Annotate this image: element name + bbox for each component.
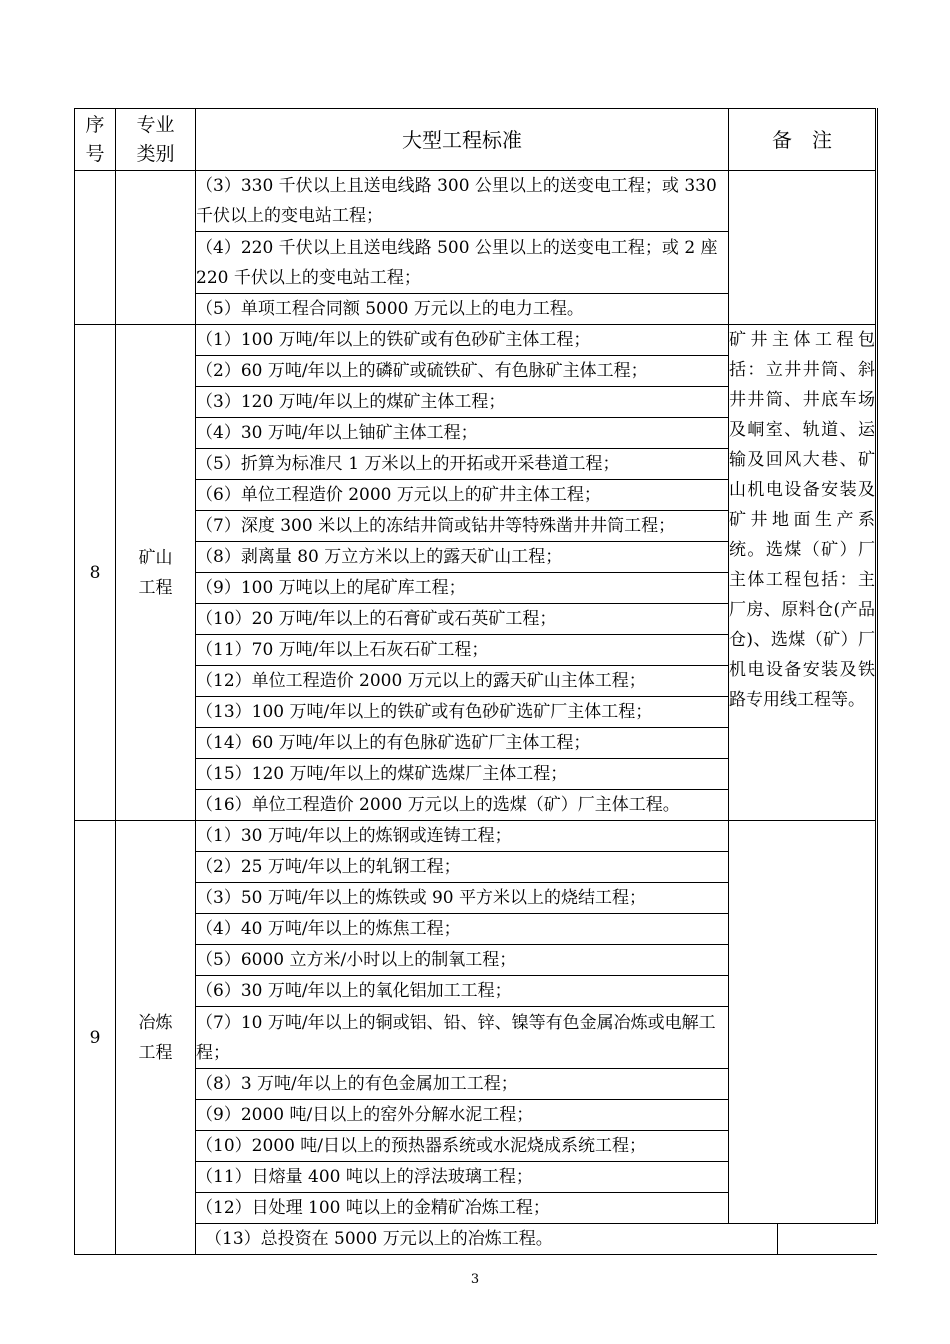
table-row (75, 171, 877, 232)
standard-item: （15）120 万吨/年以上的煤矿选煤厂主体工程； (196, 759, 729, 790)
standard-item: （4）220 千伏以上且送电线路 500 公里以上的送变电工程；或 2 座 220 千伏以上的变电站工程； (196, 232, 729, 294)
standard-item: （1）30 万吨/年以上的炼钢或连铸工程； (196, 821, 729, 852)
standard-item: （5）折算为标准尺 1 万米以上的开拓或开采巷道工程； (196, 449, 729, 480)
standard-item: （3）330 千伏以上且送电线路 300 公里以上的送变电工程；或 330 千伏以上的变电站工程； (196, 171, 729, 232)
standard-item: （3）120 万吨/年以上的煤矿主体工程； (196, 387, 729, 418)
standard-item: （5）6000 立方米/小时以上的制氧工程； (196, 945, 729, 976)
standard-item: （4）30 万吨/年以上铀矿主体工程； (196, 418, 729, 449)
standard-item: （2）60 万吨/年以上的磷矿或硫铁矿、有色脉矿主体工程； (196, 356, 729, 387)
standard-item: （6）30 万吨/年以上的氧化铝加工工程； (196, 976, 729, 1007)
standard-item: （6）单位工程造价 2000 万元以上的矿井主体工程； (196, 480, 729, 511)
remark-smelting (729, 821, 877, 1224)
standard-item: （13）总投资在 5000 万元以上的冶炼工程。 (196, 1224, 778, 1254)
standard-item: （9）100 万吨以上的尾矿库工程； (196, 573, 729, 604)
standard-item: （8）3 万吨/年以上的有色金属加工工程； (196, 1069, 729, 1100)
table-row (75, 325, 877, 356)
standard-item: （1）100 万吨/年以上的铁矿或有色砂矿主体工程； (196, 325, 729, 356)
seq-cell-8: 8 (75, 325, 116, 821)
standard-item: （14）60 万吨/年以上的有色脉矿选矿厂主体工程； (196, 728, 729, 759)
standard-item: （11）日熔量 400 吨以上的浮法玻璃工程； (196, 1162, 729, 1193)
standard-item: （12）单位工程造价 2000 万元以上的露天矿山主体工程； (196, 666, 729, 697)
category-cell-mining: 矿山 工程 (116, 325, 196, 821)
standard-item: （11）70 万吨/年以上石灰石矿工程； (196, 635, 729, 666)
standard-item: （10）20 万吨/年以上的石膏矿或石英矿工程； (196, 604, 729, 635)
table-header-row (75, 109, 877, 171)
last-row-cell (196, 1224, 877, 1255)
table-row (75, 1224, 877, 1255)
standard-item: （7）10 万吨/年以上的铜或铝、铅、锌、镍等有色金属冶炼或电解工程； (196, 1007, 729, 1069)
standard-item: （16）单位工程造价 2000 万元以上的选煤（矿）厂主体工程。 (196, 790, 729, 821)
standard-item: （8）剥离量 80 万立方米以上的露天矿山工程； (196, 542, 729, 573)
seq-cell-9: 9 (75, 821, 116, 1255)
category-cell-smelting: 冶炼 工程 (116, 821, 196, 1255)
standard-item: （3）50 万吨/年以上的炼铁或 90 平方米以上的烧结工程； (196, 883, 729, 914)
seq-cell-cont (75, 171, 116, 325)
standard-item: （7）深度 300 米以上的冻结井筒或钻井等特殊凿井井筒工程； (196, 511, 729, 542)
header-seq: 序 号 (75, 109, 116, 171)
standard-item: （5）单项工程合同额 5000 万元以上的电力工程。 (196, 294, 729, 325)
header-category: 专业 类别 (116, 109, 196, 171)
page-number: 3 (470, 1272, 480, 1287)
remark-cell-cont (729, 171, 877, 325)
standard-item: （4）40 万吨/年以上的炼焦工程； (196, 914, 729, 945)
remark-mining: 矿井主体工程包括：立井井筒、斜井井筒、井底车场及峒室、轨道、运输及回风大巷、矿山机电设备安装及矿井地面生产系统。选煤（矿）厂主体工程包括：主厂房、原料仓(产品仓)、选煤（矿）厂机电设备安装及铁路专用线工程等。 (729, 325, 877, 821)
standard-item: （12）日处理 100 吨以上的金精矿冶炼工程； (196, 1193, 729, 1224)
standard-item: （2）25 万吨/年以上的轧钢工程； (196, 852, 729, 883)
category-cell-cont (116, 171, 196, 325)
standard-item: （13）100 万吨/年以上的铁矿或有色砂矿选矿厂主体工程； (196, 697, 729, 728)
standard-item: （9）2000 吨/日以上的窑外分解水泥工程； (196, 1100, 729, 1131)
header-remark: 备 注 (729, 109, 877, 171)
table-row (75, 821, 877, 852)
engineering-standards-table (74, 108, 878, 1255)
standard-item: （10）2000 吨/日以上的预热器系统或水泥烧成系统工程； (196, 1131, 729, 1162)
header-standard: 大型工程标准 (196, 109, 729, 171)
last-row-empty (778, 1224, 877, 1254)
